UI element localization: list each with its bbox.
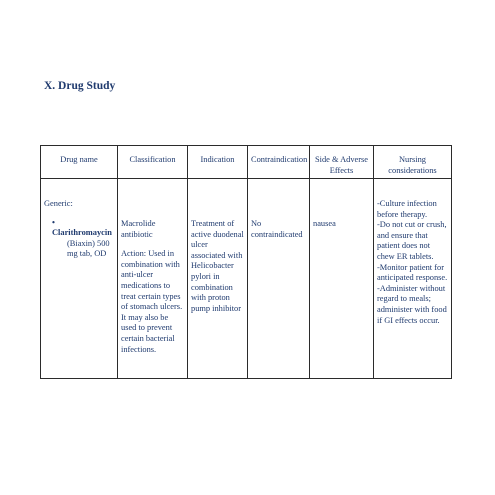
header-nursing: Nursing considerations [374,146,452,179]
header-classification: Classification [118,146,188,179]
table-header-row [41,146,452,179]
nursing-item: -Do not cut or crush, and ensure that patient does not chew ER tablets. [377,220,447,262]
cell-side-effects: nausea [310,179,374,379]
header-drug-name: Drug name [41,146,118,179]
drug-details: (Biaxin) 500 mg tab, OD [67,238,110,259]
cell-nursing [374,179,452,379]
drug-action: Action: Used in combination with anti-ulcer medications to treat certain types of stomach ulcers. It may also be used to prevent certain bacterial infections. [121,249,183,354]
table-row [41,179,452,379]
nursing-item: -Monitor patient for anticipated response. [377,262,448,283]
cell-drug-name [41,179,118,379]
header-indication: Indication [188,146,248,179]
cell-contraindication: No contraindicated [248,179,310,379]
generic-label: Generic: [44,199,73,209]
drug-class: Macrolide antibiotic [121,219,156,239]
drug-name: Clarithromaycin [52,228,112,238]
header-side-effects: Side & Adverse Effects [310,146,374,179]
drug-study-table [40,145,452,379]
section-heading: X. Drug Study [44,80,116,92]
header-contraindication: Contraindication [248,146,310,179]
drug-entry [44,218,114,260]
cell-classification [118,179,188,379]
bullet-icon: • [52,217,55,227]
cell-indication: Treatment of active duodenal ulcer associated with Helicobacter pylori in combination with proton pump inhibitor [188,179,248,379]
nursing-item: -Culture infection before therapy. [377,199,437,219]
nursing-item: -Administer without regard to meals; administer with food if GI effects occur. [377,283,447,325]
